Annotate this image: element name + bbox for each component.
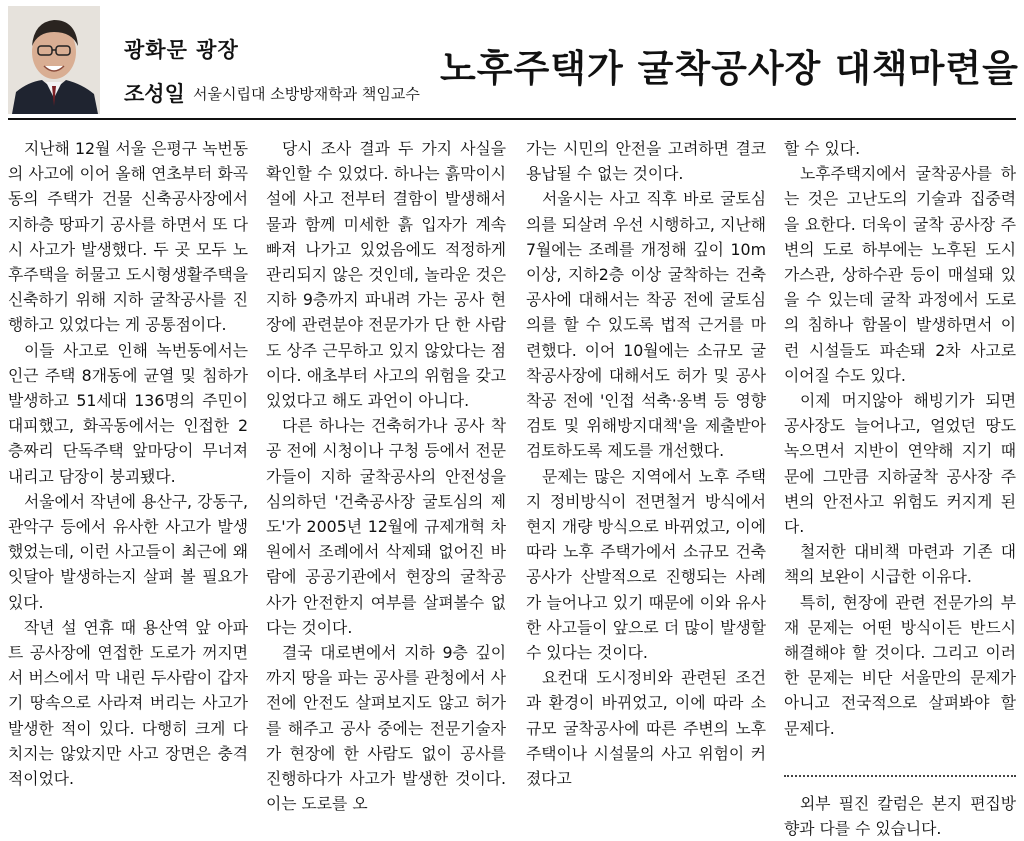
paragraph: 다른 하나는 건축허가나 공사 착공 전에 시청이나 구청 등에서 전문가들이 지하 굴착공사의 안전성을 심의하던 '건축공사장 굴토심의 제도'가 2005년 12월에 규제개혁 차원에서 조례에서 삭제돼 없어진 바람에 공공기관에서 현장의 굴착공사가 안전한지 여부를 살펴볼수 없다는 것이다. bbox=[266, 416, 506, 637]
paragraph: 가는 시민의 안전을 고려하면 결코 용납될 수 없는 것이다. bbox=[526, 139, 766, 184]
paragraph: 작년 설 연휴 때 용산역 앞 아파트 공사장에 연접한 도로가 꺼지면서 버스에서 막 내린 두사람이 갑자기 땅속으로 사라져 버리는 사고가 발생한 적이 있다. 다행히 크게 다치지는 않았지만 사고 장면은 충격적이었다. bbox=[8, 617, 248, 789]
paragraph: 이들 사고로 인해 녹번동에서는 인근 주택 8개동에 균열 및 침하가 발생하고 51세대 136명의 주민이 대피했고, 화곡동에서는 인접한 2층짜리 단독주택 앞마당이 무너져 내리고 담장이 붕괴됐다. bbox=[8, 340, 248, 486]
paragraph: 특히, 현장에 관련 전문가의 부재 문제는 어떤 방식이든 반드시 해결해야 할 것이다. 그리고 이러한 문제는 비단 서울만의 문제가 아니고 전국적으로 살펴봐야 할 문제다. bbox=[784, 592, 1016, 738]
paragraph: 결국 대로변에서 지하 9층 깊이까지 땅을 파는 공사를 관청에서 사전에 안전도 살펴보지도 않고 허가를 해주고 공사 중에는 전문기술자가 현장에 한 사람도 없이 공사를 진행하다가 사고가 발생한 것이다. 이는 도로를 오 bbox=[266, 643, 506, 814]
paragraph: 당시 조사 결과 두 가지 사실을 확인할 수 있었다. 하나는 흙막이시설에 사고 전부터 결함이 발생해서 물과 함께 미세한 흙 입자가 계속 빠져 나가고 있었음에도 적정하게 관리되지 않은 것인데, 놀라운 것은 지하 9층까지 파내려 가는 공사 현장에 관련분야 전문가가 단 한 사람도 상주 근무하고 있지 않았다는 점이다. 애초부터 사고의 위험을 갖고 있었다고 해도 과언이 아니다. bbox=[266, 139, 506, 411]
article-column-1 bbox=[8, 136, 248, 789]
paragraph: 이제 머지않아 해빙기가 되면 공사장도 늘어나고, 얼었던 땅도 녹으면서 지반이 연약해 지기 때문에 그만큼 지하굴착 공사장 주변의 안전사고 위험도 커지게 된다. bbox=[784, 391, 1016, 537]
paragraph: 문제는 많은 지역에서 노후 주택지 정비방식이 전면철거 방식에서 현지 개량 방식으로 바뀌었고, 이에 따라 노후 주택가에서 소규모 건축공사가 산발적으로 진행되는 사례가 늘어나고 있기 때문에 이와 유사한 사고들이 앞으로 더 많이 발생할 수 있다는 것이다. bbox=[526, 466, 766, 663]
article-column-4 bbox=[784, 136, 1016, 839]
header-divider bbox=[8, 118, 1016, 120]
paragraph: 요컨대 도시정비와 관련된 조건과 환경이 바뀌었고, 이에 따라 소규모 굴착공사에 따른 주변의 노후주택이나 시설물의 사고 위험이 커졌다고 bbox=[526, 668, 766, 789]
paragraph: 철저한 대비책 마련과 기존 대책의 보완이 시급한 이유다. bbox=[784, 542, 1016, 587]
column-name: 광화문 광장 bbox=[124, 38, 239, 62]
author-title: 서울시립대 소방방재학과 책임교수 bbox=[193, 85, 420, 103]
paragraph: 지난해 12월 서울 은평구 녹번동의 사고에 이어 올해 연초부터 화곡동의 주택가 건물 신축공사장에서 지하층 땅파기 공사를 하면서 또 다시 사고가 발생했다. 두 곳 모두 노후주택을 허물고 도시형생활주택을 신축하기 위해 지하 굴착공사를 진행하고 있었다는 게 공통점이다. bbox=[8, 139, 248, 335]
paragraph: 노후주택지에서 굴착공사를 하는 것은 고난도의 기술과 집중력을 요한다. 더욱이 굴착 공사장 주변의 도로 하부에는 노후된 도시가스관, 상하수관 등이 매설돼 있을 수 있는데 굴착 과정에서 도로의 침하나 함몰이 발생하면서 이런 시설들도 파손돼 2차 사고로 이어질 수도 있다. bbox=[784, 164, 1016, 385]
dotted-divider bbox=[784, 775, 1016, 777]
author-portrait-icon bbox=[8, 6, 100, 114]
author-photo bbox=[8, 6, 100, 114]
author-name: 조성일 bbox=[124, 82, 185, 106]
footer-note: 외부 필진 칼럼은 본지 편집방향과 다를 수 있습니다. bbox=[784, 793, 1016, 839]
headline: 노후주택가 굴착공사장 대책마련을 bbox=[440, 47, 1019, 90]
article-column-3 bbox=[526, 136, 766, 789]
paragraph: 할 수 있다. bbox=[784, 139, 861, 158]
article-column-2 bbox=[266, 136, 506, 814]
paragraph: 서울시는 사고 직후 바로 굴토심의를 되살려 우선 시행하고, 지난해 7월에는 조례를 개정해 깊이 10m 이상, 지하2층 이상 굴착하는 건축공사에 대해서는 착공 전에 굴토심의를 할 수 있도록 법적 근거를 마련했다. 이어 10월에는 소규모 굴착공사장에 대해서도 허가 및 공사 착공 전에 '인접 석축·옹벽 등 영향 검토 및 위해방지대책'을 제출받아 검토하도록 제도를 개선했다. bbox=[526, 189, 766, 461]
paragraph: 서울에서 작년에 용산구, 강동구, 관악구 등에서 유사한 사고가 발생했었는데, 이런 사고들이 최근에 왜 잇달아 발생하는지 살펴 볼 필요가 있다. bbox=[8, 491, 248, 612]
